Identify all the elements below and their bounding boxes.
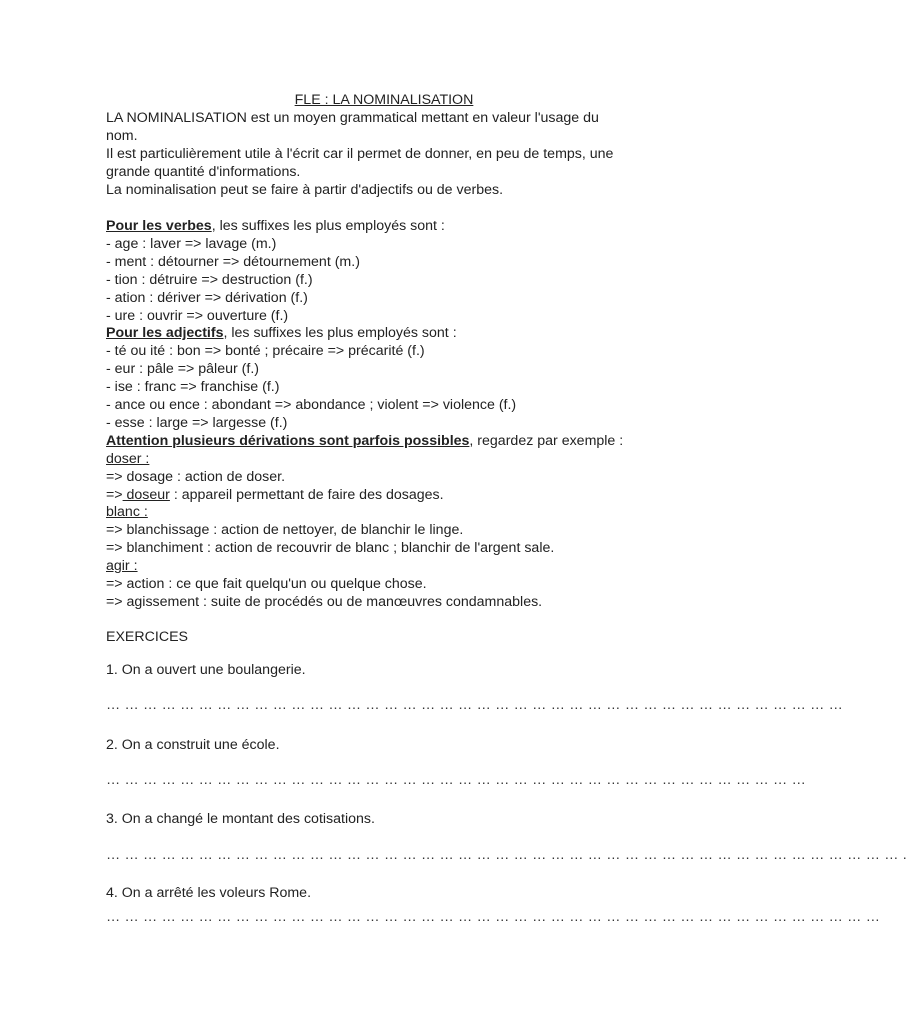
example-arrow: => <box>106 487 123 503</box>
suffix-item: - age : laver => lavage (m.) <box>106 236 277 252</box>
intro-line: La nominalisation peut se faire à partir d'adjectifs ou de verbes. <box>106 182 504 198</box>
example-underlined-word: doseur <box>122 487 170 503</box>
suffix-item: - ance ou ence : abondant => abondance ; violent => violence (f.) <box>106 397 517 413</box>
intro-line: Il est particulièrement utile à l'écrit car il permet de donner, en peu de temps, une <box>106 146 614 162</box>
exercise-answer-line: … … … … … … … … … … … … … … … … … … … … … … … … … … … … … … … … … … … … … … … … … … … . <box>106 847 907 863</box>
suffix-item: - ment : détourner => détournement (m.) <box>106 254 360 270</box>
suffix-item: - tion : détruire => destruction (f.) <box>106 272 313 288</box>
suffix-item: - ure : ouvrir => ouverture (f.) <box>106 308 289 324</box>
adjectifs-heading: Pour les adjectifs <box>106 325 224 341</box>
attention-heading-rest: , regardez par exemple : <box>469 433 624 449</box>
exercise-answer-line: … … … … … … … … … … … … … … … … … … … … … … … … … … … … … … … … … … … … … … … … … … <box>106 909 881 925</box>
adjectifs-heading-rest: , les suffixes les plus employés sont : <box>223 325 457 341</box>
example-line: => action : ce que fait quelqu'un ou quelque chose. <box>106 576 427 592</box>
exercise-question: 4. On a arrêté les voleurs Rome. <box>106 885 312 901</box>
intro-line: grande quantité d'informations. <box>106 164 301 180</box>
suffix-item: - esse : large => largesse (f.) <box>106 415 288 431</box>
suffix-item: - ation : dériver => dérivation (f.) <box>106 290 308 306</box>
exercise-question: 2. On a construit une école. <box>106 737 280 753</box>
suffix-item: - eur : pâle => pâleur (f.) <box>106 361 259 377</box>
exercices-heading: EXERCICES <box>106 629 188 645</box>
exercise-question: 1. On a ouvert une boulangerie. <box>106 662 306 678</box>
example-line: => dosage : action de doser. <box>106 469 286 485</box>
example-line-rest: : appareil permettant de faire des dosages. <box>169 487 444 503</box>
attention-line <box>106 432 623 450</box>
adjectifs-heading-line <box>106 324 457 342</box>
verbes-heading-line <box>106 217 445 235</box>
example-line: => blanchiment : action de recouvrir de blanc ; blanchir de l'argent sale. <box>106 540 555 556</box>
verbes-heading-rest: , les suffixes les plus employés sont : <box>211 218 445 234</box>
exercise-question: 3. On a changé le montant des cotisations. <box>106 811 375 827</box>
suffix-item: - ise : franc => franchise (f.) <box>106 379 280 395</box>
example-word-doser: doser : <box>106 451 150 467</box>
example-word-blanc: blanc : <box>106 504 148 520</box>
exercise-answer-line: … … … … … … … … … … … … … … … … … … … … … … … … … … … … … … … … … … … … … … … … <box>106 697 844 713</box>
example-line: => blanchissage : action de nettoyer, de blanchir le linge. <box>106 522 464 538</box>
intro-line: LA NOMINALISATION est un moyen grammatical mettant en valeur l'usage du <box>106 110 599 126</box>
suffix-item: - té ou ité : bon => bonté ; précaire => précarité (f.) <box>106 343 425 359</box>
exercise-answer-line: … … … … … … … … … … … … … … … … … … … … … … … … … … … … … … … … … … … … … … <box>106 772 806 788</box>
intro-line: nom. <box>106 128 138 144</box>
attention-heading: Attention plusieurs dérivations sont parfois possibles <box>106 433 470 449</box>
example-line <box>106 486 444 504</box>
example-word-agir: agir : <box>106 558 138 574</box>
example-line: => agissement : suite de procédés ou de manœuvres condamnables. <box>106 594 543 610</box>
page-title: FLE : LA NOMINALISATION <box>294 92 474 108</box>
verbes-heading: Pour les verbes <box>106 218 212 234</box>
